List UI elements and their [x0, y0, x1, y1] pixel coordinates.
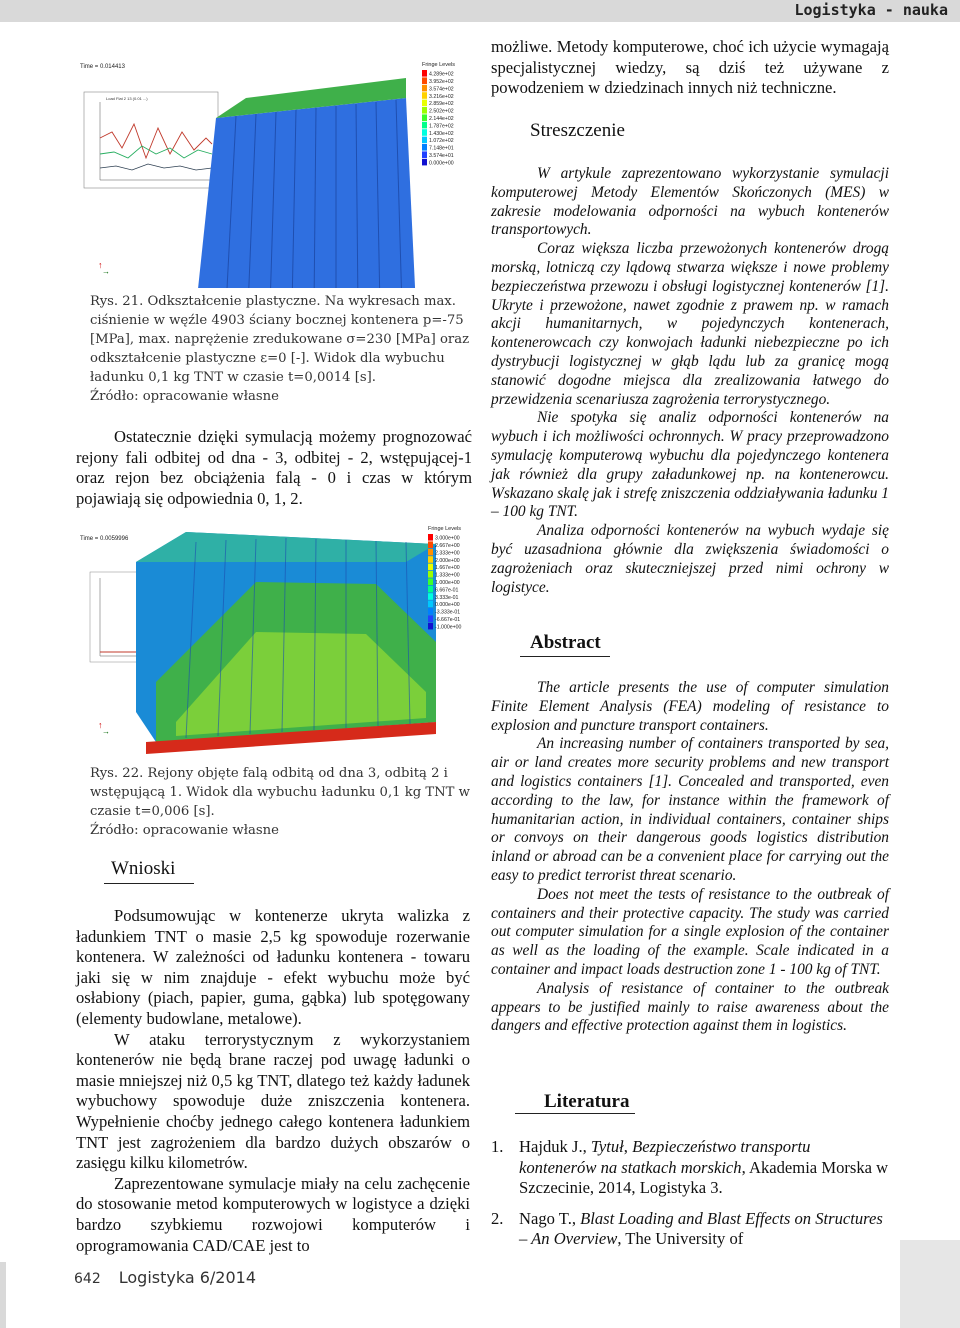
figure-21-source: Źródło: opracowanie własne	[90, 389, 279, 404]
figure-22-legend-swatch	[428, 608, 433, 615]
figure-21-legend-value: 2.144e+02	[429, 116, 454, 122]
figure-21-legend-swatch	[422, 85, 427, 92]
figure-21-legend-value: 1.787e+02	[429, 123, 454, 130]
svg-text:Load Flat 2 13 (0.01 ...): Load Flat 2 13 (0.01 ...)	[106, 96, 148, 101]
svg-text:→: →	[102, 727, 110, 736]
streszczenie-paragraph: W artykule zaprezentowano wykorzystanie symulacji komputerowej Metody Elementów Skończonych (MES) w zakresie modelowania odporności na wybuch kontenerów transportowych.	[491, 165, 889, 239]
wnioski-paragraph: Zaprezentowane symulacje miały na celu zachęcenie do stosowanie metod komputerowych w logistyce a dzięki bardzo szybkiemu rozwojowi komputerów i oprogramowania CAD/CAE jest to	[76, 1173, 470, 1255]
svg-text:↑: ↑	[98, 260, 103, 270]
streszczenie-body	[491, 165, 889, 597]
reference-author: Nago T.,	[519, 1208, 581, 1228]
figure-21-legend-value: 1.072e+02	[429, 138, 454, 145]
streszczenie-paragraph: Coraz większa liczba przewożonych kontenerów drogą morską, lotniczą czy lądową stwarza większe i nowe problemy bezpieczeństwa przewozu i obsługi logistycznej kontenerów [1]. Ukryte i przewożone, nawet zgodnie z prawem np. w ramach akcji humanitarnych, w pojedynczych kontenerach, kontenerowcach czy konwojach ładunki niebezpieczne po ich dystrybucji logistycznej w głąb lądu lub za granicę mogą stanowić dogodne miejsca dla zrealizowania łatwego do przewidzenia scenariusza zagrożenia terrorystycznego.	[491, 240, 889, 408]
wnioski-paragraph: Podsumowując w kontenerze ukryta walizka z ładunkiem TNT o masie 2,5 kg spowoduje rozerwanie kontenera. W zależności od ładunku kontenera - towaru jaki się w nim znajduje - efekt wybuchu może być osłabiony (piach, papier, guma, gąbka) lub spotęgowany (elementy budowlane, metalowe).	[76, 906, 470, 1028]
figure-22-legend-value: 6.667e-01	[435, 587, 459, 594]
figure-22-legend-value: 1.667e+00	[435, 565, 460, 572]
reference-title: Blast Loading and Blast Effects on Structures – An Overview	[519, 1208, 883, 1249]
figure-22-legend-title: Fringe Levels	[428, 526, 462, 532]
figure-21-legend-value: 1.430e+02	[429, 130, 454, 137]
figure-21-caption-text: Rys. 21. Odkształcenie plastyczne. Na wykresach max. ciśnienie w węźle 4903 ściany bocznej kontenera p=-75 [MPa], max. naprężenie zredukowane σ=230 [MPa] oraz odkształcenie plastyczne ε=0 [-]. Widok dla wybuchu ładunku 0,1 kg TNT w czasie t=0,0014 [s].	[90, 294, 470, 385]
wnioski-heading: Wnioski	[111, 858, 176, 879]
figure-21-legend-value: 4.289e+02	[429, 71, 454, 78]
page-corner-decoration	[900, 1240, 960, 1328]
reference-separator: ,	[623, 1137, 633, 1156]
reference-author: Hajduk J.,	[519, 1137, 591, 1156]
figure-21-legend-swatch	[422, 137, 427, 144]
svg-text:↑: ↑	[98, 720, 103, 730]
figure-22-caption-text: Rys. 22. Rejony objęte falą odbitą od dna 3, odbitą 2 i wstępującą 1. Widok dla wybuchu ładunku 0,1 kg TNT w czasie t=0,006 [s].	[90, 766, 470, 819]
figure-21-caption	[90, 292, 472, 406]
reference-rest: , The University of	[617, 1229, 744, 1249]
figure-22-legend-value: -3.333e-01	[435, 609, 461, 616]
figure-22-legend-swatch	[428, 586, 433, 593]
figure-22-legend-value: 2.333e+00	[435, 550, 460, 557]
figure-21-legend-swatch	[422, 114, 427, 121]
reference-item	[491, 1209, 889, 1250]
figure-22-legend-swatch	[428, 556, 433, 563]
abstract-paragraph: The article presents the use of computer simulation Finite Element Analysis (FEA) modeling of resistance to explosion and puncture transport containers.	[491, 679, 889, 734]
figure-21-legend-swatch	[422, 77, 427, 84]
figure-21-legend-swatch	[422, 151, 427, 158]
abstract-body	[491, 679, 889, 1036]
figure-22-legend-value: 3.333e-01	[435, 594, 459, 601]
streszczenie-paragraph: Analiza odporności kontenerów na wybuch wydaje się być uzasadniona głównie dla zwiększenia świadomości o zagrożeniach oraz skuteczniejszej przed nimi ochrony w logistyce.	[491, 522, 889, 596]
figure-22-legend-value: 2.667e+00	[435, 543, 460, 549]
figure-22-image	[76, 522, 472, 758]
figure-22-legend-swatch	[428, 571, 433, 578]
abstract-paragraph: Analysis of resistance of container to the outbreak appears to be justified mainly to raise awareness about the dangers and effective protection against them in logistics.	[491, 979, 889, 1035]
reference-rest: , Akademia Morska w Szczecinie, 2014, Logistyka 3.	[519, 1157, 889, 1198]
figure-22-legend-swatch	[428, 541, 433, 548]
figure-21-legend-value: 7.148e+01	[429, 145, 454, 152]
figure-22-legend-swatch	[428, 564, 433, 571]
figure-21-image	[76, 58, 472, 288]
journal-issue: Logistyka 6/2014	[118, 1268, 256, 1287]
figure-22-legend-swatch	[428, 623, 433, 630]
figure-22-source: Źródło: opracowanie własne	[90, 823, 279, 838]
wnioski-paragraph: W ataku terrorystycznym z wykorzystaniem kontenerów nie będą brane raczej pod uwagę ładunki o masie mniejszej niż 0,5 kg TNT, dlatego też każdy ładunek wybuchowy spowoduje duże zniszczenia kontenera. Wypełnienie choćby jednego całego kontenera ładunkiem TNT jest zagrożeniem dla bardzo dużych obszarów o zasięgu kilku kilometrów.	[76, 1029, 470, 1173]
reference-title-2: Bezpieczeństwo transportu kontenerów na statkach morskich	[519, 1137, 811, 1177]
figure-21-legend-value: 2.502e+02	[429, 108, 454, 115]
figure-21-legend-value: 3.574e+02	[429, 86, 454, 93]
figure-22-legend-value: 3.000e+00	[435, 535, 460, 542]
literatura-underline	[515, 1113, 635, 1114]
abstract-heading: Abstract	[530, 632, 601, 653]
figure-21-legend-swatch	[422, 122, 427, 129]
figure-22-legend-swatch	[428, 593, 433, 600]
streszczenie-paragraph: Nie spotyka się analiz odporności kontenerów na wybuch i ich możliwości ochronnych. W pracy przeprowadzono symulację komputerową wybuchu dla pojedynczego kontenera jak również dla grupy załadunkowej np. na kontenerowcu. Wskazano skalę jak i strefę zniszczenia oddziaływania ładunku 1 – 100 kg TNT.	[491, 409, 889, 521]
figure-21-legend-value: 3.952e+02	[429, 79, 454, 85]
figure-21-legend-swatch	[422, 159, 427, 166]
abstract-paragraph: Does not meet the tests of resistance to the outbreak of containers and their protective capacity. The study was carried out computer simulation for a single explosion of the container as well as the loading of the example. Scale indicated in a container and impact loads destruction zone 1 - 100 kg of TNT.	[491, 885, 889, 978]
figure-22-legend-value: 1.333e+00	[435, 572, 460, 579]
references-list	[491, 1137, 889, 1260]
figure-21-legend-swatch	[422, 129, 427, 136]
figure-22-legend-swatch	[428, 578, 433, 585]
figure-21-time-label: Time = 0.014413	[80, 64, 125, 70]
figure-22-caption	[90, 764, 472, 840]
figure-21-legend-swatch	[422, 70, 427, 77]
streszczenie-heading: Streszczenie	[530, 120, 625, 141]
figure-22-legend-value: -1.000e+00	[435, 624, 462, 631]
journal-section-title: Logistyka - nauka	[794, 1, 948, 19]
figure-21-legend-value: 3.574e+01	[429, 153, 454, 159]
figure-22-legend-swatch	[428, 615, 433, 622]
figure-22-legend-swatch	[428, 601, 433, 608]
reference-item	[491, 1137, 889, 1199]
figure-22-legend-value: 2.000e+00	[435, 557, 460, 564]
right-intro	[491, 37, 889, 99]
page-footer	[74, 1268, 256, 1287]
figure-21-legend-value: 2.859e+02	[429, 101, 454, 108]
figure-21-legend-swatch	[422, 92, 427, 99]
reference-number: 1.	[491, 1137, 504, 1156]
figure-22-time-label: Time = 0.0059996	[80, 536, 129, 542]
abstract-paragraph: An increasing number of containers transported by sea, air or land creates more security problems and new transport and logistics containers [1]. Concealed and transported, even according to the law, for instance within the framework of humanitarian action, in individual containers, container ships or convoys on their dangerous goods logistics distribution inland or abroad can be a convenient place for carrying out the easy to predict terrorist threat scenario.	[491, 735, 889, 884]
right-intro-text: możliwe. Metody komputerowe, choć ich użycie wymagają specjalistycznej wiedzy, są dziś też używane z powodzeniem w dziedzinach innych niż techniczne.	[491, 37, 889, 98]
figure-21-legend-value: 0.000e+00	[429, 160, 454, 167]
left-paragraph	[76, 427, 472, 509]
left-paragraph-text: Ostatecznie dzięki symulacją możemy prognozować rejony fali odbitej od dna - 3, odbitej - 2, wstępującej-1 oraz rejon bez obciążenia falą - 0 i czas w którym pojawiają się odpowiednia 0, 1, 2.	[76, 427, 472, 508]
figure-22-legend-swatch	[428, 549, 433, 556]
figure-22-legend-value: -6.667e-01	[435, 617, 461, 623]
figure-22-legend-value: 1.000e+00	[435, 580, 460, 586]
figure-21-legend-title: Fringe Levels	[422, 62, 456, 68]
wnioski-body	[76, 906, 470, 1256]
reference-number: 2.	[491, 1208, 504, 1228]
wnioski-underline	[104, 883, 194, 884]
page-edge-decoration	[0, 1262, 6, 1328]
page-number: 642	[74, 1271, 101, 1287]
svg-text:→: →	[102, 267, 110, 276]
figure-22-legend-value: 0.000e+00	[435, 602, 460, 609]
figure-21-legend-swatch	[422, 144, 427, 151]
figure-21-legend-swatch	[422, 107, 427, 114]
figure-21-legend-swatch	[422, 100, 427, 107]
page-header	[0, 0, 960, 22]
figure-22-legend-swatch	[428, 534, 433, 541]
reference-title: Tytuł	[590, 1137, 624, 1156]
abstract-underline	[520, 656, 610, 657]
literatura-heading: Literatura	[544, 1091, 630, 1112]
figure-21-legend-value: 3.216e+02	[429, 93, 454, 100]
